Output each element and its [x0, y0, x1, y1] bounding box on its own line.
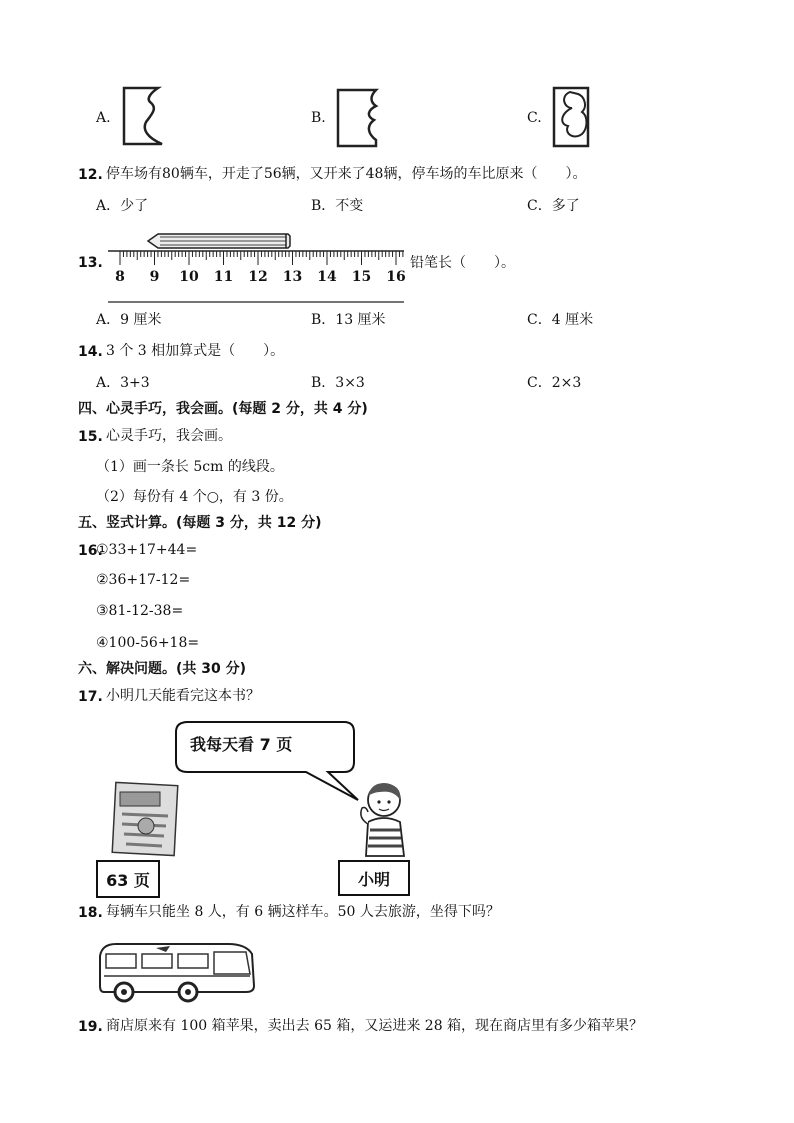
book-icon — [108, 780, 184, 858]
book-pages-label — [96, 860, 160, 898]
q17-number: 17. — [78, 689, 103, 705]
q16-number: 16. — [78, 543, 103, 559]
book-pages-text: 63 页 — [106, 870, 150, 890]
ruler-tick-label: 12 — [248, 269, 268, 285]
speech-bubble — [168, 718, 368, 808]
pencil-icon — [148, 234, 290, 248]
q12-option-b: B．不变 — [311, 198, 364, 214]
q14-text: 3 个 3 相加算式是（ ）。 — [106, 343, 285, 359]
speech-bubble-text: 我每天看 7 页 — [190, 735, 293, 754]
q13-number: 13. — [78, 255, 103, 271]
q12-number: 12. — [78, 167, 103, 183]
q15-sub1: （1）画一条长 5cm 的线段。 — [96, 459, 284, 475]
q12-option-c: C．多了 — [527, 198, 580, 214]
q13-option-a: A．9 厘米 — [96, 312, 162, 328]
q19-number: 19. — [78, 1019, 103, 1035]
ruler-icon — [108, 251, 406, 302]
q14-option-c: C．2×3 — [527, 375, 582, 391]
ruler-tick-label: 14 — [317, 269, 337, 285]
q16-item-4: ④100-56+18= — [96, 635, 200, 651]
section-4-heading: 四、心灵手巧，我会画。(每题 2 分，共 4 分) — [78, 401, 368, 417]
q16-item-1: ①33+17+44= — [96, 542, 198, 558]
cut-paper-shape-c — [550, 86, 598, 150]
section-6-heading: 六、解决问题。(共 30 分) — [78, 661, 247, 677]
q13-text: 铅笔长（ ）。 — [410, 255, 515, 271]
q16-item-3: ③81-12-38= — [96, 603, 184, 619]
ruler-tick-label: 16 — [386, 269, 406, 285]
cut-paper-shape-b — [334, 88, 382, 150]
q14-option-a: A．3+3 — [96, 375, 150, 391]
q18-text: 每辆车只能坐 8 人，有 6 辆这样车。50 人去旅游，坐得下吗？ — [106, 904, 500, 920]
q17-text: 小明几天能看完这本书？ — [106, 688, 260, 704]
ruler-tick-label: 10 — [179, 269, 199, 285]
q15-text: 心灵手巧，我会画。 — [106, 428, 232, 444]
ruler-tick-label: 9 — [149, 269, 160, 285]
ruler-tick-label: 11 — [213, 269, 234, 285]
q11-option-c-letter: C. — [527, 110, 542, 126]
q12-option-a: A．少了 — [96, 198, 149, 214]
q11-option-a-letter: A. — [96, 110, 111, 126]
q16-item-2: ②36+17-12= — [96, 572, 191, 588]
section-5-heading: 五、竖式计算。(每题 3 分，共 12 分) — [78, 515, 322, 531]
ruler-tick-label: 13 — [282, 269, 303, 285]
q19-text: 商店原来有 100 箱苹果，卖出去 65 箱，又运进来 28 箱，现在商店里有多少箱苹果？ — [106, 1018, 644, 1034]
person-name-text: 小明 — [357, 869, 390, 889]
q11-option-b-letter: B. — [311, 110, 326, 126]
q14-option-b: B．3×3 — [311, 375, 365, 391]
q13-option-b: B．13 厘米 — [311, 312, 386, 328]
q15-sub2: （2）每份有 4 个○，有 3 份。 — [96, 489, 293, 505]
q18-number: 18. — [78, 905, 103, 921]
q12-text: 停车场有80辆车，开走了56辆，又开来了48辆，停车场的车比原来（ ）。 — [106, 166, 587, 182]
pencil-on-ruler-figure — [108, 226, 408, 306]
person-name-label — [338, 860, 410, 896]
cut-paper-shape-a — [118, 86, 166, 148]
q13-option-c: C．4 厘米 — [527, 312, 594, 328]
q14-number: 14. — [78, 344, 103, 360]
boy-xiaoming-icon — [350, 778, 412, 858]
q15-number: 15. — [78, 429, 103, 445]
ruler-tick-label: 8 — [115, 269, 125, 285]
bus-icon — [96, 934, 260, 1006]
ruler-tick-label: 15 — [351, 269, 372, 285]
